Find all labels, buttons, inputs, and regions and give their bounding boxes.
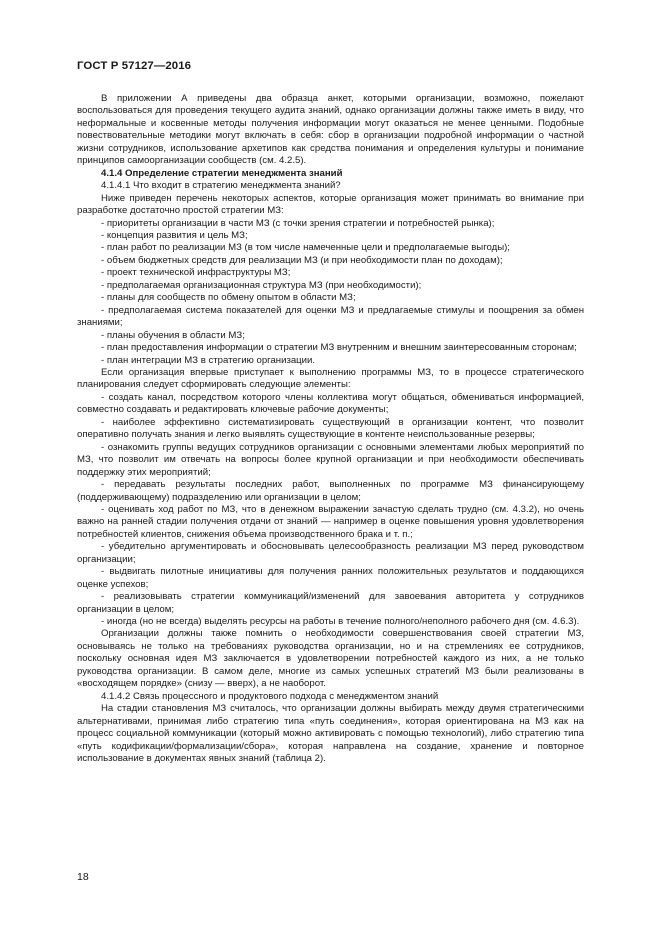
subsection-heading: 4.1.4.1 Что входит в стратегию менеджмента знаний? [101, 180, 341, 192]
list-item: - концепция развития и цель МЗ; [101, 229, 248, 241]
list-item: - передавать результаты последних работ, выполненных по программе МЗ финансирующему (поддерживающему) подразделению или организации в целом; [77, 479, 584, 503]
subsection-heading: 4.1.4.2 Связь процессного и продуктового подхода с менеджментом знаний [101, 690, 439, 702]
list-item: - проект технической инфраструктуры МЗ; [101, 267, 291, 279]
list-item: - выдвигать пилотные инициативы для получения ранних положительных результатов и поддающихся оценке успехов; [77, 566, 584, 590]
list-item: - убедительно аргументировать и обосновывать целесообразность реализации МЗ перед руководством организации; [77, 541, 584, 565]
list-item: - план интеграции МЗ в стратегию организации. [101, 354, 316, 366]
list-item: - иногда (но не всегда) выделять ресурсы на работы в течение полного/неполного рабочего дня (см. 4.6.3). [101, 616, 580, 628]
list-item: - наиболее эффективно систематизировать существующий в организации контент, что позволит оперативно получать знания и легко выявлять существующие в контенте неиспользованные резервы; [77, 416, 584, 441]
list-item: - планы для сообществ по обмену опытом в области МЗ; [101, 292, 356, 304]
list-item: - план предоставления информации о стратегии МЗ внутренним и внешним заинтересованным сторонам; [101, 342, 577, 354]
paragraph: На стадии становления МЗ считалось, что организации должны выбирать между двумя стратегическими альтернативами, принимая либо стратегию типа «путь соединения», которая ориентирована на МЗ как на процесс социальной коммуникации (который можно активировать с помощью технологий), либо стратегию типа «путь кодификации/формализации/сбора», которая направлена на создание, хранение и повторное использование в документах явных знаний (таблица 2). [77, 703, 584, 765]
list-item: - планы обучения в области МЗ; [101, 329, 245, 341]
list-item: - приоритеты организации в части МЗ (с точки зрения стратегии и потребностей рынка); [101, 217, 495, 229]
section-heading: 4.1.4 Определение стратегии менеджмента знаний [101, 167, 343, 179]
list-item: - объем бюджетных средств для реализации МЗ (и при необходимости план по доходам); [101, 254, 503, 266]
document-body [77, 93, 584, 765]
list-item: - план работ по реализации МЗ (в том числе намеченные цели и предполагаемые выгоды); [101, 242, 510, 254]
list-item: - оценивать ход работ по МЗ, что в денежном выражении зачастую сделать трудно (см. 4.3.2), но очень важно на ранней стадии получения отдачи от знаний — например в оценке повышения уровня удовлетворения потребностей клиентов, снижения объема производственного брака и т. п.; [77, 503, 584, 540]
page-number: 18 [77, 871, 89, 883]
paragraph: Ниже приведен перечень некоторых аспектов, которые организация может принимать во внимание при разработке достаточно простой стратегии МЗ: [77, 192, 584, 217]
paragraph: Организации должны также помнить о необходимости совершенствования своей стратегии МЗ, основываясь не только на требованиях руководства организации, но и на стремлениях ее сотрудников, поскольку основная идея МЗ заключается в удовлетворении потребностей каждого из них, а не только руководства организации. В самом деле, многие из самых успешных стратегий МЗ были реализованы в «восходящем порядке» (снизу — вверх), а не наоборот. [77, 628, 584, 690]
list-item: - реализовывать стратегии коммуникаций/изменений для завоевания авторитета у сотрудников организации в целом; [77, 591, 584, 615]
document-header: ГОСТ Р 57127—2016 [77, 60, 192, 72]
list-item: - ознакомить группы ведущих сотрудников организации с основными элементами любых мероприятий по МЗ, что позволит им отвечать на вопросы более крупной организации и при необходимости обеспечивать поддержку этих мероприятий; [77, 441, 584, 478]
list-item: - создать канал, посредством которого члены коллектива могут общаться, обмениваться информацией, совместно создавать и редактировать ключевые рабочие документы; [77, 391, 584, 416]
paragraph: Если организация впервые приступает к выполнению программы МЗ, то в процессе стратегического планирования следует сформировать следующие элементы: [77, 366, 584, 391]
list-item: - предполагаемая система показателей для оценки МЗ и предлагаемые стимулы и поощрения за обмен знаниями; [77, 304, 584, 329]
list-item: - предполагаемая организационная структура МЗ (при необходимости); [101, 279, 422, 291]
paragraph: В приложении А приведены два образца анкет, которыми организации, возможно, пожелают воспользоваться для проведения текущего аудита знаний, однако организации должны также иметь в виду, что неформальные и косвенные методы получения информации могут оказаться не менее ценными. Подобные повествовательные методики могут включать в себя: сбор в организации подробной информации о частной жизни сотрудников, использование архетипов как средства понимания и определения культуры и понимание принципов самоорганизации сообществ (см. 4.2.5). [77, 93, 584, 167]
